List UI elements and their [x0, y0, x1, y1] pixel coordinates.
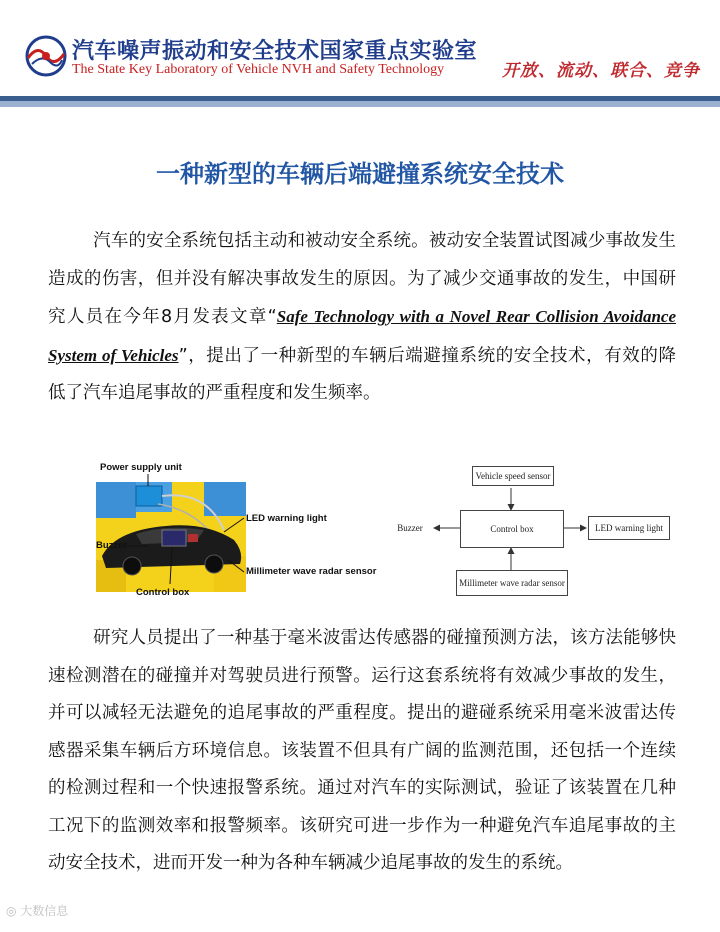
block-radar-sensor: Millimeter wave radar sensor: [456, 570, 568, 596]
watermark: [6, 902, 68, 919]
article-paragraph-2: [48, 620, 676, 883]
lab-motto: 开放、流动、联合、竞争: [502, 61, 700, 81]
label-radar-sensor: Millimeter wave radar sensor: [246, 566, 377, 577]
device-photo-figure: [96, 460, 376, 600]
article-paragraph-1: [48, 223, 676, 413]
device-photo: [96, 460, 376, 600]
paragraph-1-text-b: ”，提出了一种新型的车辆后端避撞系统的安全技术，有效的降低了汽车追尾事故的严重程度和发生频率。: [48, 345, 676, 403]
page-header: [0, 0, 720, 110]
block-vehicle-speed-sensor: Vehicle speed sensor: [472, 466, 554, 486]
label-control-box: Control box: [136, 587, 190, 598]
block-led-warning-light: LED warning light: [588, 516, 670, 540]
watermark-text: 大数信息: [20, 904, 69, 918]
paragraph-1-text-a: 汽车的安全系统包括主动和被动安全系统。被动安全装置试图减少事故发生造成的伤害，但并没有解决事故发生的原因。为了减少交通事故的发生，中国研究人员在今年8月发表文章“: [48, 231, 676, 327]
block-buzzer: Buzzer: [388, 518, 432, 538]
label-buzzer: Buzzer: [96, 540, 128, 551]
paper-reference: Safe Technology with a Novel Rear Collision Avoidance System of Vehicles: [48, 307, 677, 365]
article-title: 一种新型的车辆后端避撞系统安全技术: [156, 160, 564, 188]
label-power-supply: Power supply unit: [100, 462, 182, 473]
block-control-box: Control box: [460, 510, 564, 548]
header-divider-light: [0, 101, 720, 107]
watermark-icon: ◎: [6, 904, 21, 918]
lab-name-cn: 汽车噪声振动和安全技术国家重点实验室: [72, 39, 478, 64]
system-block-diagram: [388, 460, 678, 602]
lab-logo-icon: [24, 34, 68, 78]
paragraph-2-text: 研究人员提出了一种基于毫米波雷达传感器的碰撞预测方法，该方法能够快速检测潜在的碰撞并对驾驶员进行预警。运行这套系统将有效减少事故的发生，并可以减轻无法避免的追尾事故的严重程度。提出的避碰系统采用毫米波雷达传感器采集车辆后方环境信息。该装置不但具有广阔的监测范围，还包括一个连续的检测过程和一个快速报警系统。通过对汽车的实际测试，验证了该装置在几种工况下的监测效率和报警频率。该研究可进一步作为一种避免汽车追尾事故的主动安全技术，进而开发一种为各种车辆减少追尾事故的发生的系统。: [48, 628, 676, 873]
lab-name-en: The State Key Laboratory of Vehicle NVH and Safety Technology: [72, 62, 445, 77]
label-led-warning: LED warning light: [246, 513, 327, 524]
